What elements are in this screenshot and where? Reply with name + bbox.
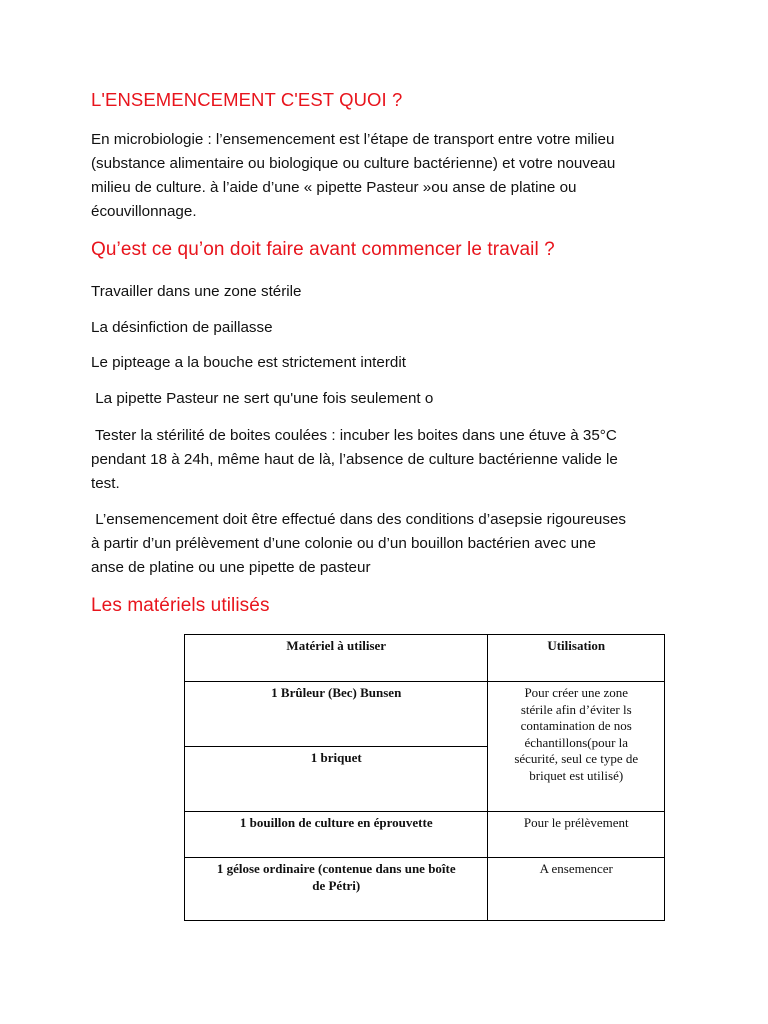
intro-line: (substance alimentaire ou biologique ou culture bactérienne) et votre nouveau [91,155,616,172]
question-heading: Qu’est ce qu’on doit faire avant commencer le travail ? [91,239,555,260]
use-cell: Pour le prélèvement [488,812,665,858]
table-row [185,858,665,921]
ens-line: anse de platine ou une pipette de pasteur [91,559,371,576]
material-cell: 1 briquet [185,747,488,812]
materials-table [184,634,665,921]
material-line: 1 gélose ordinaire (contenue dans une boîte [216,861,456,876]
intro-paragraph [91,128,691,224]
step-item: La désinfiction de paillasse [91,319,273,336]
use-line: briquet est utilisé) [529,767,624,783]
table-header-use: Utilisation [488,635,665,682]
table-row [185,812,665,858]
use-line: échantillons(pour la [524,734,629,750]
test-line: test. [91,475,120,492]
intro-line: écouvillonnage. [91,203,197,220]
use-line: stérile afin d’éviter ls [520,701,632,717]
use-line: contamination de nos [520,718,632,733]
material-line: de Pétri) [312,877,361,893]
use-cell [488,682,665,812]
table-header-row [185,635,665,682]
ens-line: L’ensemencement doit être effectué dans des conditions d’asepsie rigoureuses [91,511,626,528]
use-line: sécurité, seul ce type de [514,751,639,766]
material-cell [185,858,488,921]
intro-line: milieu de culture. à l’aide d’une « pipette Pasteur »ou anse de platine ou [91,179,577,196]
table-row [185,682,665,747]
material-cell: 1 Brûleur (Bec) Bunsen [185,682,488,747]
materials-heading: Les matériels utilisés [91,595,270,616]
asepsis-paragraph [91,508,691,580]
use-line: Pour créer une zone [524,685,629,700]
step-item: Le pipteage a la bouche est strictement interdit [91,354,406,371]
table-header-material: Matériel à utiliser [185,635,488,682]
ens-line: à partir d’un prélèvement d’une colonie ou d’un bouillon bactérien avec une [91,535,596,552]
use-cell: A ensemencer [488,858,665,921]
test-line: Tester la stérilité de boites coulées : incuber les boites dans une étuve à 35°C [91,427,617,444]
step-item: La pipette Pasteur ne sert qu'une fois seulement o [91,390,434,407]
step-item: Travailler dans une zone stérile [91,283,302,300]
intro-line: En microbiologie : l’ensemencement est l’étape de transport entre votre milieu [91,131,615,148]
main-heading: L'ENSEMENCEMENT C'EST QUOI ? [91,89,403,110]
sterility-test-paragraph [91,424,691,496]
material-cell: 1 bouillon de culture en éprouvette [185,812,488,858]
test-line: pendant 18 à 24h, même haut de là, l’absence de culture bactérienne valide le [91,451,618,468]
